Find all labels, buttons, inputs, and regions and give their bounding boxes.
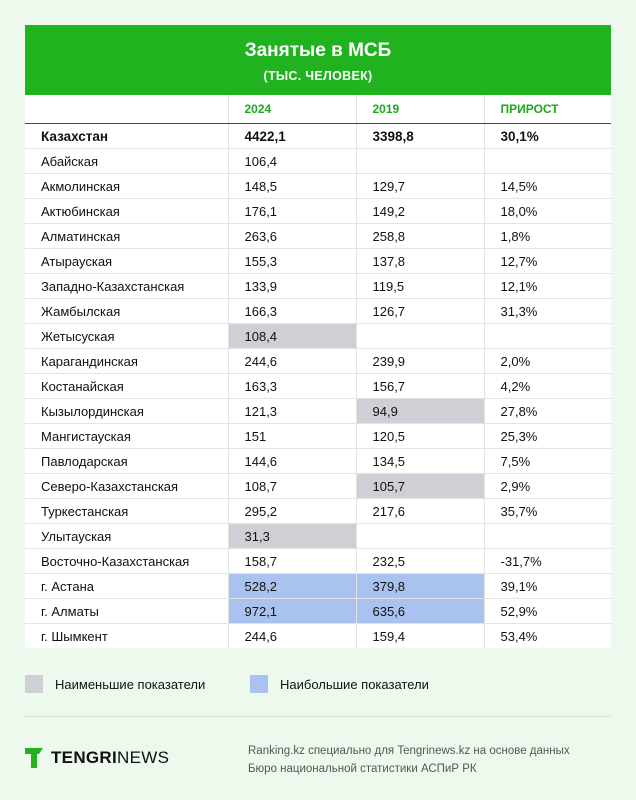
growth-cell: 27,8%: [484, 399, 611, 424]
legend-item-lowest: [25, 675, 205, 693]
table-row: [25, 549, 611, 574]
value-2024-cell: 148,5: [228, 174, 356, 199]
column-header-region: [25, 95, 228, 124]
region-cell: Павлодарская: [25, 449, 228, 474]
value-2024-cell: 144,6: [228, 449, 356, 474]
value-2024-cell: 158,7: [228, 549, 356, 574]
legend-swatch-lowest: [25, 675, 43, 693]
growth-cell: 7,5%: [484, 449, 611, 474]
table-row: [25, 499, 611, 524]
growth-cell: 35,7%: [484, 499, 611, 524]
growth-cell: 4,2%: [484, 374, 611, 399]
column-header-2019: 2019: [356, 95, 484, 124]
legend-label-highest: Наибольшие показатели: [280, 676, 429, 692]
growth-cell: 25,3%: [484, 424, 611, 449]
table-row: [25, 624, 611, 649]
region-cell: Кызылординская: [25, 399, 228, 424]
value-2024-cell: 176,1: [228, 199, 356, 224]
table-row: [25, 174, 611, 199]
value-2024-cell: 244,6: [228, 349, 356, 374]
region-cell: Западно-Казахстанская: [25, 274, 228, 299]
value-2019-cell: 156,7: [356, 374, 484, 399]
region-cell: Улытауская: [25, 524, 228, 549]
column-header-row: [25, 95, 611, 124]
value-2019-cell: [356, 324, 484, 349]
table-row: [25, 349, 611, 374]
value-2024-cell-highest: 972,1: [228, 599, 356, 624]
region-cell: Костанайская: [25, 374, 228, 399]
sme-employment-table: [25, 95, 611, 648]
region-cell: Северо-Казахстанская: [25, 474, 228, 499]
region-cell: Акмолинская: [25, 174, 228, 199]
growth-cell: 12,7%: [484, 249, 611, 274]
value-2019-cell-lowest: 94,9: [356, 399, 484, 424]
value-2024-cell-lowest: 31,3: [228, 524, 356, 549]
data-card: [25, 25, 611, 648]
table-row: [25, 374, 611, 399]
value-2024-cell-lowest: 108,4: [228, 324, 356, 349]
value-2024-cell: 151: [228, 424, 356, 449]
region-cell: г. Алматы: [25, 599, 228, 624]
growth-cell: 12,1%: [484, 274, 611, 299]
table-row: [25, 399, 611, 424]
region-cell: г. Астана: [25, 574, 228, 599]
value-2019-cell-highest: 635,6: [356, 599, 484, 624]
table-row: [25, 249, 611, 274]
region-cell: Восточно-Казахстанская: [25, 549, 228, 574]
value-2024-cell: 295,2: [228, 499, 356, 524]
table-row: [25, 149, 611, 174]
table-title: Занятые в МСБ: [244, 40, 392, 61]
table-row: [25, 574, 611, 599]
table-row: [25, 224, 611, 249]
logo-text: TENGRINEWS: [51, 748, 170, 767]
value-2024-cell-highest: 528,2: [228, 574, 356, 599]
table-row: [25, 524, 611, 549]
table-row: [25, 274, 611, 299]
growth-cell: 31,3%: [484, 299, 611, 324]
value-2019-cell: 239,9: [356, 349, 484, 374]
source-note: [248, 742, 570, 778]
value-2019-cell: 120,5: [356, 424, 484, 449]
value-2024-cell: 133,9: [228, 274, 356, 299]
region-cell: Мангистауская: [25, 424, 228, 449]
table-row: [25, 474, 611, 499]
value-2024-cell: 166,3: [228, 299, 356, 324]
value-2019-cell: 232,5: [356, 549, 484, 574]
value-2019-cell-highest: 379,8: [356, 574, 484, 599]
region-cell: Казахстан: [25, 124, 228, 149]
table-row: [25, 449, 611, 474]
table-row: [25, 599, 611, 624]
region-cell: Алматинская: [25, 224, 228, 249]
value-2019-cell: 137,8: [356, 249, 484, 274]
tengri-logo-icon: [25, 748, 47, 768]
value-2024-cell: 163,3: [228, 374, 356, 399]
table-row: [25, 324, 611, 349]
value-2019-cell: 217,6: [356, 499, 484, 524]
region-cell: Туркестанская: [25, 499, 228, 524]
growth-cell: 30,1%: [484, 124, 611, 149]
table-row-total: [25, 124, 611, 149]
value-2024-cell: 121,3: [228, 399, 356, 424]
table-row: [25, 199, 611, 224]
value-2019-cell: 126,7: [356, 299, 484, 324]
growth-cell: [484, 149, 611, 174]
growth-cell: 2,0%: [484, 349, 611, 374]
value-2019-cell: 159,4: [356, 624, 484, 649]
value-2019-cell: [356, 524, 484, 549]
table-subtitle: (ТЫС. ЧЕЛОВЕК): [263, 69, 373, 83]
value-2024-cell: 4422,1: [228, 124, 356, 149]
region-cell: Актюбинская: [25, 199, 228, 224]
growth-cell: 52,9%: [484, 599, 611, 624]
growth-cell: -31,7%: [484, 549, 611, 574]
value-2019-cell: 119,5: [356, 274, 484, 299]
value-2024-cell: 244,6: [228, 624, 356, 649]
value-2019-cell: 149,2: [356, 199, 484, 224]
growth-cell: 14,5%: [484, 174, 611, 199]
value-2019-cell-lowest: 105,7: [356, 474, 484, 499]
column-header-growth: ПРИРОСТ: [484, 95, 611, 124]
legend-item-highest: [250, 675, 429, 693]
source-line-1: Ranking.kz специально для Tengrinews.kz на основе данных: [248, 745, 570, 757]
table-row: [25, 424, 611, 449]
growth-cell: 1,8%: [484, 224, 611, 249]
source-line-2: Бюро национальной статистики АСПиР РК: [248, 763, 477, 775]
value-2024-cell: 155,3: [228, 249, 356, 274]
value-2019-cell: 129,7: [356, 174, 484, 199]
value-2024-cell: 106,4: [228, 149, 356, 174]
value-2019-cell: 258,8: [356, 224, 484, 249]
legend-swatch-highest: [250, 675, 268, 693]
region-cell: Карагандинская: [25, 349, 228, 374]
region-cell: Жетысуская: [25, 324, 228, 349]
growth-cell: [484, 324, 611, 349]
value-2024-cell: 263,6: [228, 224, 356, 249]
region-cell: Жамбылская: [25, 299, 228, 324]
growth-cell: 2,9%: [484, 474, 611, 499]
value-2024-cell: 108,7: [228, 474, 356, 499]
table-header-banner: [25, 25, 611, 95]
footer-divider: [25, 716, 611, 717]
growth-cell: 18,0%: [484, 199, 611, 224]
growth-cell: [484, 524, 611, 549]
region-cell: г. Шымкент: [41, 628, 108, 644]
growth-cell: 53,4%: [484, 624, 611, 649]
tengri-news-logo: [25, 748, 169, 768]
table-row: [25, 299, 611, 324]
value-2019-cell: 134,5: [356, 449, 484, 474]
legend-label-lowest: Наименьшие показатели: [55, 676, 206, 692]
column-header-2024: 2024: [228, 95, 356, 124]
region-cell: Абайская: [25, 149, 228, 174]
value-2019-cell: 3398,8: [356, 124, 484, 149]
value-2019-cell: [356, 149, 484, 174]
growth-cell: 39,1%: [484, 574, 611, 599]
region-cell: Атырауская: [25, 249, 228, 274]
